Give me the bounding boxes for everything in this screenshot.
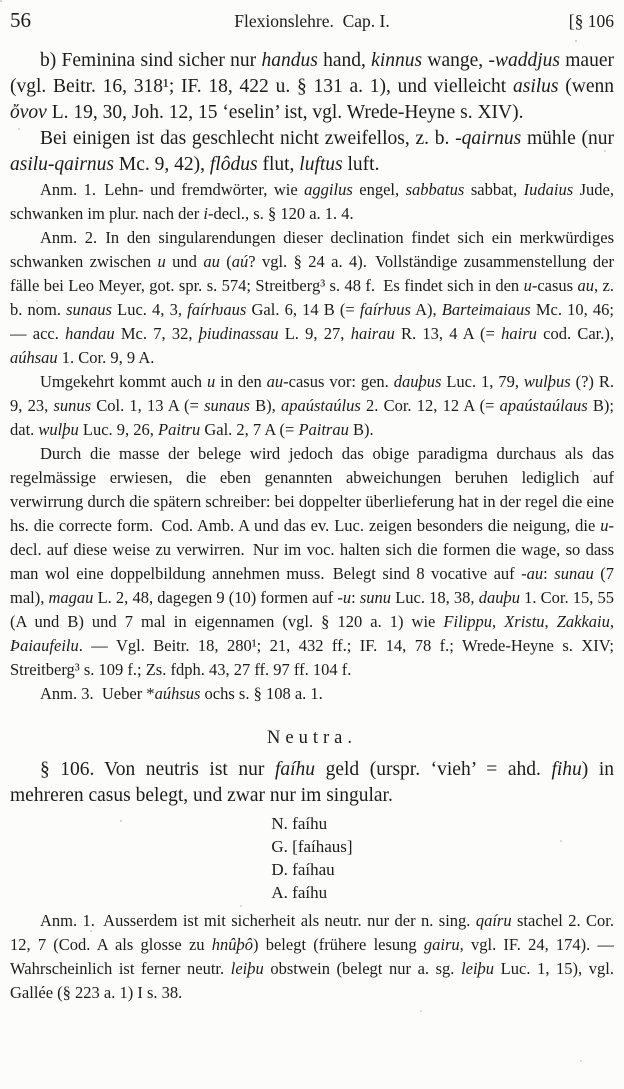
page-body <box>10 48 614 1005</box>
heading-neutra: Neutra. <box>267 728 357 748</box>
scan-speckles <box>0 0 2 2</box>
para-feminina: b) Feminina sind sicher nur handus hand, kinnus wange, -waddjus mauer (vgl. Beitr. 16, 318¹; IF. 18, 422 u. § 131 a. 1), und vielleicht asilus (wenn ὄνον L. 19, 30, Joh. 12, 15 ‘eselin’ ist, vgl. Wrede-Heyne s. XIV). <box>10 50 614 123</box>
paradigm-line: A. faíhu <box>271 883 328 902</box>
anm-2-umgekehrt: Umgekehrt kommt auch u in den au-casus vor: gen. dauþus Luc. 1, 79, wulþus (?) R. 9, 23, sunus Col. 1, 13 A (= sunaus B), apaústaúlus 2. Cor. 12, 12 A (= apaústaúlaus B); dat. wulþu Luc. 9, 26, Paitru Gal. 2, 7 A (= Paitrau B). <box>10 372 614 439</box>
anm-3: Anm. 3. Ueber *aúhsus ochs s. § 108 a. 1. <box>40 684 323 703</box>
paradigm-faihu <box>271 812 352 904</box>
anm-1-neutra: Anm. 1. Ausserdem ist mit sicherheit als neutr. nur der n. sing. qaíru stachel 2. Cor. 12, 7 (Cod. A als glosse zu hnûþô) belegt (frühere lesung gairu, vgl. IF. 24, 174). — Wahrscheinlich ist ferner neutr. leiþu obstwein (belegt nur a. sg. leiþu Luc. 1, 15), vgl. Gallée (§ 223 a. 1) I s. 38. <box>10 911 615 1002</box>
para-geschlecht: Bei einigen ist das geschlecht nicht zweifellos, z. b. -qairnus mühle (nur asilu-qairnus Mc. 9, 42), flôdus flut, luftus luft. <box>10 128 614 175</box>
anm-1: Anm. 1. Lehn- und fremdwörter, wie aggilus engel, sabbatus sabbat, Iudaius Jude, schwanken im plur. nach der i-decl., s. § 120 a. 1. 4. <box>10 180 614 223</box>
page-header <box>10 8 614 33</box>
paradigm-line: D. faíhau <box>271 860 335 879</box>
running-title: Flexionslehre. Cap. I. <box>234 11 390 31</box>
paradigm-line: N. faíhu <box>271 814 328 833</box>
paradigm-line: G. [faíhaus] <box>271 837 353 856</box>
anm-2-schluss: Durch die masse der belege wird jedoch das obige paradigma durchaus als das regelmässige erwiesen, die eben genannten abweichungen beruhen lediglich auf verwirrung durch die spätern schreiber: bei doppelter überlieferung hat in der regel die eine hs. die correcte form. Cod. Amb. A und das ev. Luc. zeigen besonders die neigung, die u-decl. auf diese weise zu verwirren. Nur im voc. halten sich die formen die wage, so dass man wol eine doppelbildung annehmen muss. Belegt sind 8 vocative auf -au: sunau (7 mal), magau L. 2, 48, dagegen 9 (10) formen auf -u: sunu Luc. 18, 38, dauþu 1. Cor. 15, 55 (A und B) und 7 mal in eigennamen (vgl. § 120 a. 1) wie Filippu, Xristu, Zakkaiu, Þaiaufeilu. — Vgl. Beitr. 18, 280¹; 21, 432 ff.; IF. 14, 78 f.; Wrede-Heyne s. XIV; Streitberg³ s. 109 f.; Zs. fdph. 43, 27 ff. 97 ff. 104 f. <box>10 444 614 679</box>
para-paragraph-106: § 106. Von neutris ist nur faíhu geld (urspr. ‘vieh’ = ahd. fihu) in mehreren casus belegt, und zwar nur im singular. <box>10 759 614 806</box>
section-reference: [§ 106 <box>568 11 614 31</box>
page-number: 56 <box>10 8 31 32</box>
anm-2: Anm. 2. In den singularendungen dieser declination findet sich ein merkwürdiges schwanken zwischen u und au (aú? vgl. § 24 a. 4). Vollständige zusammenstellung der fälle bei Leo Meyer, got. spr. s. 574; Streitberg³ s. 48 f. Es findet sich in den u-casus au, z. b. nom. sunaus Luc. 4, 3, faírƕaus Gal. 6, 14 B (= faírƕus A), Barteimaiaus Mc. 10, 46; — acc. handau Mc. 7, 32, þiudinassau L. 9, 27, hairau R. 13, 4 A (= hairu cod. Car.), aúhsau 1. Cor. 9, 9 A. <box>10 228 615 367</box>
